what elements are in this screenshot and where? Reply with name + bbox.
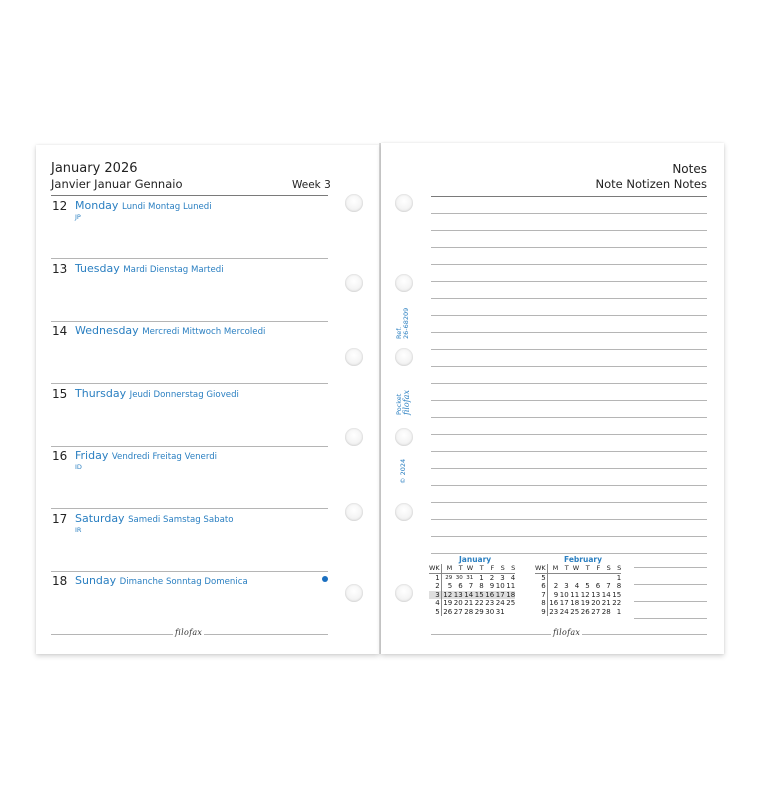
week-number: 2 [429, 582, 441, 591]
day-entry-thursday[interactable] [52, 387, 328, 447]
note-line[interactable] [431, 502, 707, 503]
note-line[interactable] [431, 417, 707, 418]
binder-hole [395, 274, 413, 292]
calendar-day-cell: 7 [468, 582, 474, 590]
calendar-day-cell: 23 [549, 607, 559, 616]
week-number: 9 [535, 608, 547, 617]
calendar-day-cell [547, 573, 558, 582]
day-name: Thursday Jeudi Donnerstag Giovedi [75, 387, 239, 400]
day-divider [51, 508, 328, 509]
filofax-logo: filofax [553, 628, 581, 637]
calendar-day-cell: 17 [559, 599, 569, 607]
week-number: 4 [429, 599, 441, 608]
note-line[interactable] [431, 434, 707, 435]
note-line[interactable] [431, 468, 707, 469]
calendar-day-cell: 23 [485, 599, 495, 607]
month-subtitle: Janvier Januar Gennaio [51, 177, 183, 191]
calendar-day-cell [590, 573, 601, 582]
side-note-line [634, 584, 707, 585]
calendar-day-cell: 21 [601, 599, 611, 607]
note-line[interactable] [431, 536, 707, 537]
binder-hole [395, 503, 413, 521]
calendar-header-cell: F [590, 564, 601, 573]
size-brand-label: Pocket filofax [395, 390, 411, 415]
calendar-header-cell: T [452, 564, 463, 573]
calendar-day-cell: 5 [447, 582, 453, 590]
note-line[interactable] [431, 400, 707, 401]
note-line[interactable] [431, 247, 707, 248]
week-number: 7 [535, 591, 547, 600]
calendar-header-cell: M [547, 564, 558, 573]
calendar-day-cell: 2 [553, 582, 559, 590]
note-line[interactable] [431, 213, 707, 214]
day-divider [51, 321, 328, 322]
binder-hole [345, 428, 363, 446]
binder-hole [345, 194, 363, 212]
calendar-header-cell: WK [535, 564, 546, 572]
day-entry-tuesday[interactable] [52, 262, 328, 322]
left-page-week-view [36, 145, 379, 654]
calendar-day-cell: 29 [474, 607, 484, 616]
week-number: 5 [429, 608, 441, 617]
calendar-day-cell: 11 [570, 590, 580, 599]
calendar-day-cell: 30 [455, 574, 463, 581]
calendar-day-cell: 3 [564, 582, 569, 590]
note-line[interactable] [431, 230, 707, 231]
calendar-week-row [429, 573, 515, 582]
binder-hole [395, 194, 413, 212]
day-number: 13 [52, 262, 68, 276]
calendar-day-cell: 19 [580, 599, 590, 607]
notes-subtitle: Note Notizen Notes [595, 177, 707, 191]
calendar-day-cell: 10 [495, 582, 505, 590]
calendar-week-row [429, 599, 515, 608]
week-number: 8 [535, 599, 547, 608]
day-name: Monday Lundi Montag Lunedi [75, 199, 212, 212]
holiday-note: IR [75, 526, 82, 534]
calendar-day-cell: 26 [580, 607, 590, 616]
binder-hole [395, 584, 413, 602]
side-note-line [634, 618, 707, 619]
calendar-week-row [535, 582, 621, 591]
calendar-day-cell: 15 [474, 590, 484, 599]
ref-code-label: Ref. 26-68209 [395, 307, 410, 339]
day-number: 15 [52, 387, 68, 401]
binder-hole [345, 348, 363, 366]
calendar-grid [535, 564, 621, 616]
note-line[interactable] [431, 519, 707, 520]
calendar-week-row [429, 582, 515, 591]
calendar-day-cell: 15 [612, 590, 622, 599]
week-number: 6 [535, 582, 547, 591]
binder-hole [395, 428, 413, 446]
day-entry-friday[interactable] [52, 449, 328, 509]
calendar-day-cell: 4 [510, 573, 516, 582]
calendar-week-row [535, 573, 621, 582]
calendar-header-cell: T [558, 564, 569, 573]
calendar-month-title: January [459, 555, 492, 564]
day-divider [51, 383, 328, 384]
day-number: 18 [52, 574, 68, 588]
calendar-day-cell: 12 [441, 591, 452, 600]
calendar-week-row [535, 608, 621, 617]
calendar-day-cell: 3 [500, 573, 505, 582]
calendar-header-cell: M [441, 564, 452, 573]
calendar-day-cell: 14 [601, 590, 611, 599]
calendar-month-title: February [564, 555, 602, 564]
note-line[interactable] [431, 553, 707, 554]
calendar-day-cell: 10 [559, 590, 569, 599]
mini-calendar-january [429, 555, 523, 621]
calendar-day-cell: 1 [479, 573, 484, 582]
calendar-day-cell: 6 [595, 582, 601, 590]
calendar-week-row [535, 599, 621, 608]
calendar-grid [429, 564, 515, 616]
holiday-note: ID [75, 463, 82, 471]
week-number: 5 [535, 573, 547, 582]
note-line[interactable] [431, 366, 707, 367]
calendar-day-cell: 24 [559, 607, 569, 616]
day-entry-monday[interactable] [52, 199, 328, 259]
calendar-header-cell: W [463, 564, 474, 573]
note-line[interactable] [431, 332, 707, 333]
binder-hole [345, 274, 363, 292]
day-number: 17 [52, 512, 68, 526]
calendar-day-cell: 16 [549, 599, 559, 607]
calendar-day-cell: 20 [591, 599, 601, 607]
calendar-day-cell: 22 [612, 599, 622, 607]
note-line[interactable] [431, 264, 707, 265]
calendar-day-cell: 31 [495, 607, 505, 616]
calendar-day-cell: 5 [585, 582, 590, 590]
calendar-day-cell: 16 [485, 590, 495, 599]
day-number: 14 [52, 324, 68, 338]
copyright-label: © 2024 [399, 458, 407, 484]
calendar-header-cell: WK [429, 564, 440, 572]
calendar-day-cell [505, 608, 516, 617]
calendar-day-cell: 27 [453, 607, 463, 616]
calendar-day-cell: 1 [616, 573, 622, 582]
side-note-line [634, 567, 707, 568]
day-name: Sunday Dimanche Sonntag Domenica [75, 574, 248, 587]
calendar-day-cell: 13 [453, 590, 463, 599]
calendar-day-cell: 27 [591, 607, 601, 616]
calendar-day-cell: 9 [553, 590, 559, 599]
month-title: January 2026 [51, 161, 138, 176]
day-entry-saturday[interactable] [52, 512, 328, 572]
calendar-header-cell: S [611, 564, 622, 573]
side-note-line [634, 601, 707, 602]
header-rule [51, 195, 328, 196]
calendar-day-cell: 18 [570, 599, 580, 607]
day-number: 16 [52, 449, 68, 463]
calendar-day-cell: 11 [506, 582, 516, 590]
calendar-week-row [535, 591, 621, 600]
calendar-header-cell: W [569, 564, 580, 573]
day-name: Tuesday Mardi Dienstag Martedi [75, 262, 224, 275]
calendar-day-cell [569, 573, 580, 582]
note-line[interactable] [431, 383, 707, 384]
calendar-header-cell: T [579, 564, 590, 573]
calendar-day-cell [579, 573, 590, 582]
calendar-day-cell: 18 [506, 590, 516, 599]
week-number: 3 [429, 591, 441, 600]
calendar-header-cell: F [484, 564, 495, 573]
calendar-day-cell: 8 [616, 582, 622, 590]
calendar-day-cell: 25 [570, 607, 580, 616]
calendar-day-cell: 13 [591, 590, 601, 599]
calendar-day-cell: 1 [616, 607, 622, 616]
calendar-day-cell: 20 [453, 599, 463, 607]
mini-calendar-february [535, 555, 629, 621]
week-label: Week 3 [292, 179, 331, 191]
notes-title: Notes [672, 162, 707, 176]
day-number: 12 [52, 199, 68, 213]
calendar-day-cell: 24 [495, 599, 505, 607]
calendar-day-cell: 25 [506, 599, 516, 607]
calendar-header-cell: T [473, 564, 484, 573]
note-line[interactable] [431, 485, 707, 486]
day-divider [51, 571, 328, 572]
week-number: 1 [429, 573, 441, 582]
day-divider [51, 446, 328, 447]
calendar-day-cell: 28 [464, 607, 474, 616]
calendar-day-cell: 2 [489, 573, 495, 582]
calendar-day-cell [600, 573, 611, 582]
right-page-notes [381, 143, 724, 654]
calendar-day-cell: 6 [458, 582, 463, 590]
notes-header-rule [431, 196, 707, 197]
calendar-header-cell: S [600, 564, 611, 573]
new-moon-icon [322, 576, 328, 582]
day-name: Friday Vendredi Freitag Venerdi [75, 449, 218, 462]
calendar-day-cell [558, 573, 569, 582]
calendar-day-cell: 21 [464, 599, 474, 607]
calendar-day-cell: 28 [601, 607, 611, 616]
calendar-day-cell: 17 [495, 590, 505, 599]
calendar-day-cell: 8 [479, 582, 484, 590]
note-line[interactable] [431, 281, 707, 282]
note-line[interactable] [431, 315, 707, 316]
filofax-logo: filofax [175, 628, 203, 637]
note-line[interactable] [431, 349, 707, 350]
calendar-day-cell: 29 [445, 574, 453, 581]
note-line[interactable] [431, 298, 707, 299]
calendar-day-cell: 30 [485, 607, 495, 616]
calendar-day-cell: 14 [464, 590, 474, 599]
binder-hole [395, 348, 413, 366]
day-entry-sunday[interactable] [52, 574, 328, 634]
day-entry-wednesday[interactable] [52, 324, 328, 384]
calendar-day-cell: 7 [606, 582, 611, 590]
calendar-header-cell: S [494, 564, 505, 573]
day-name: Saturday Samedi Samstag Sabato [75, 512, 234, 525]
calendar-header-cell: S [505, 564, 516, 573]
binder-hole [345, 503, 363, 521]
calendar-day-cell: 26 [443, 607, 453, 616]
calendar-day-cell: 4 [574, 582, 580, 590]
holiday-note: JP [75, 213, 81, 221]
calendar-week-row [429, 591, 515, 600]
calendar-day-cell: 22 [474, 599, 484, 607]
binder-hole [345, 584, 363, 602]
day-divider [51, 258, 328, 259]
calendar-day-cell: 19 [443, 599, 453, 607]
calendar-day-cell: 9 [489, 582, 495, 590]
calendar-day-cell: 12 [580, 590, 590, 599]
day-name: Wednesday Mercredi Mittwoch Mercoledi [75, 324, 266, 337]
calendar-day-cell: 31 [466, 574, 474, 581]
calendar-week-row [429, 608, 515, 617]
note-line[interactable] [431, 451, 707, 452]
